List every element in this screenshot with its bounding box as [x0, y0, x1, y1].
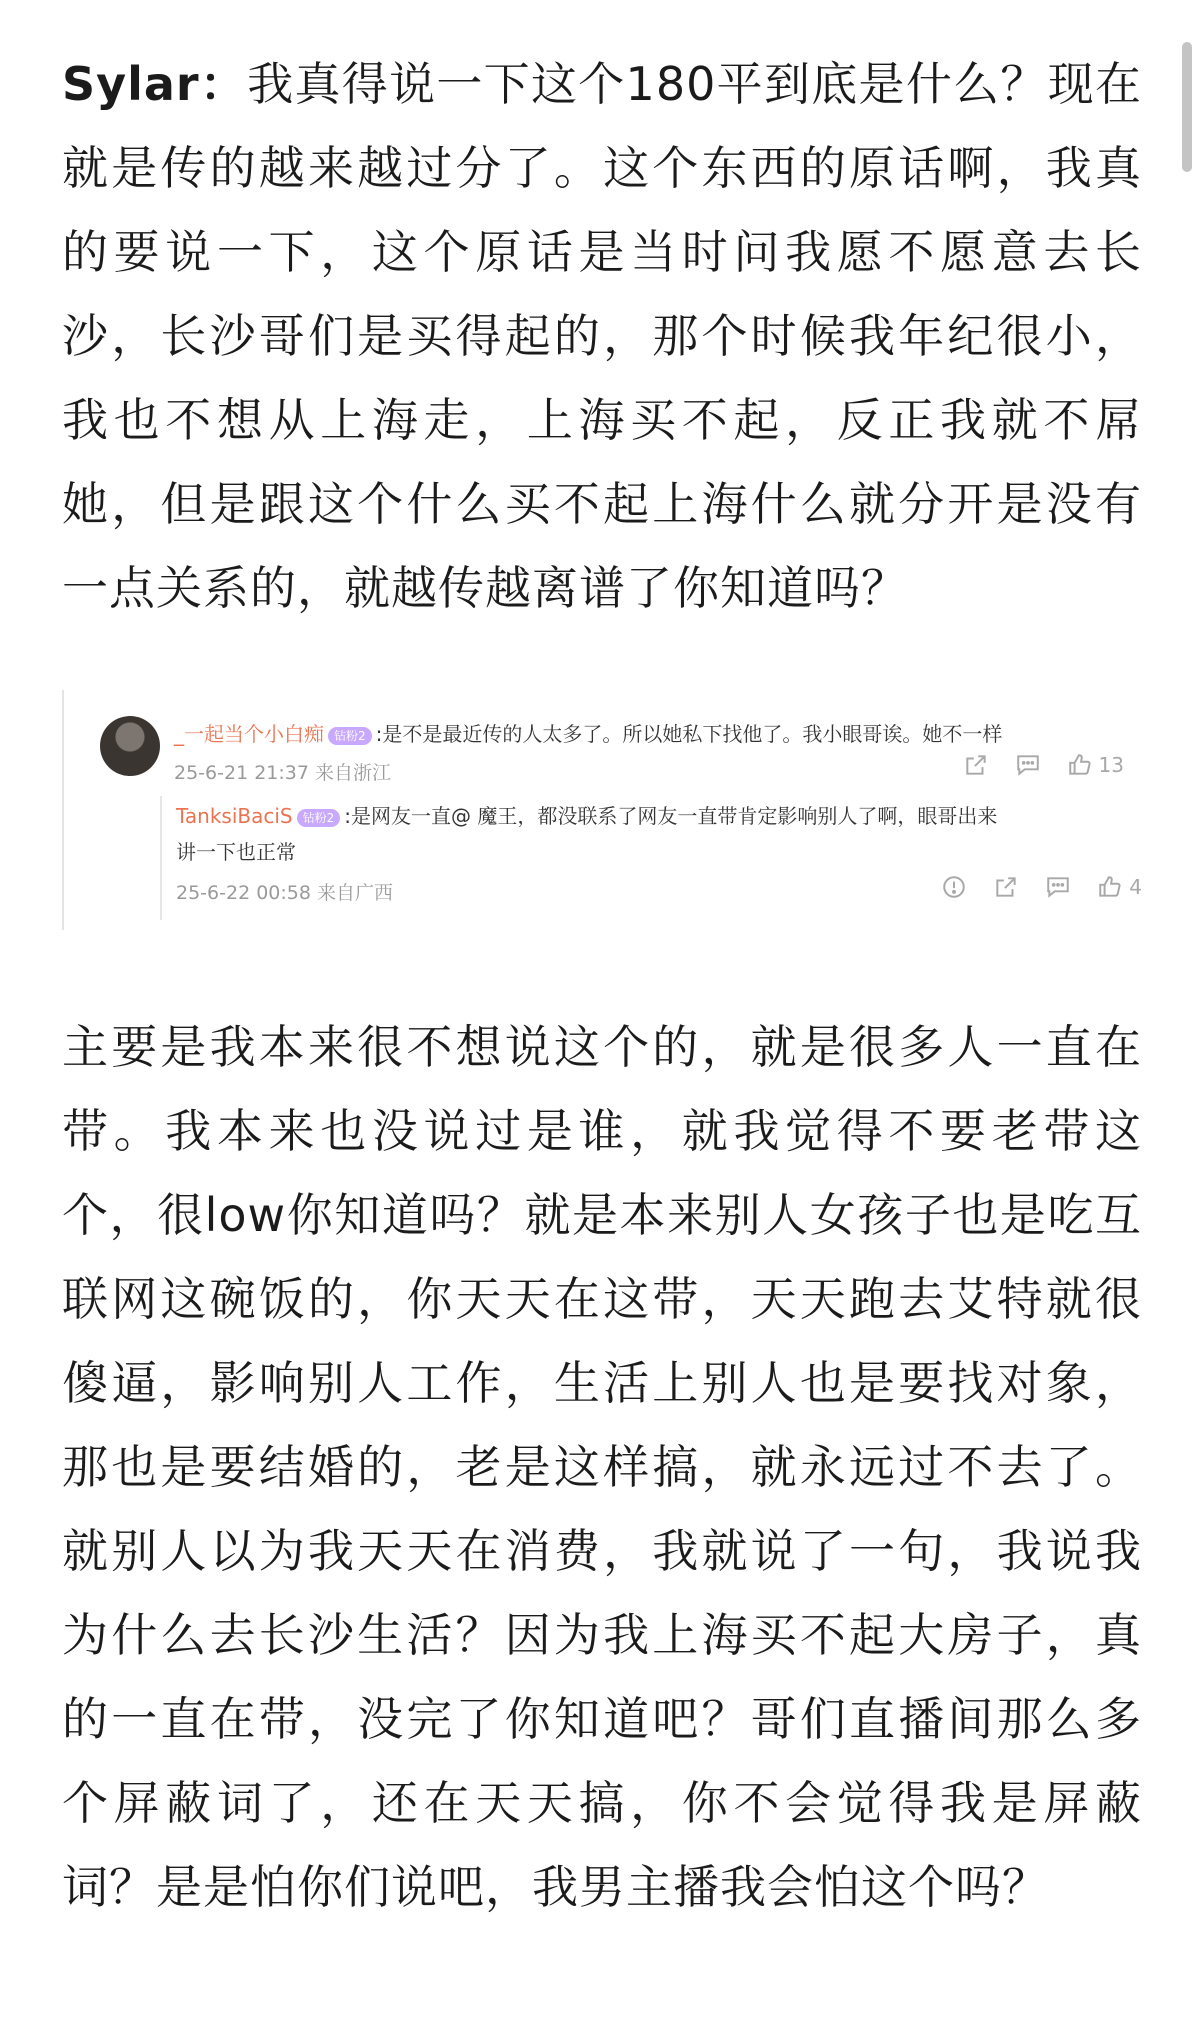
- scrollbar-thumb[interactable]: [1182, 42, 1192, 172]
- reply-like-count: 4: [1129, 875, 1142, 899]
- reply-username[interactable]: TanksiBaciS: [176, 804, 293, 828]
- comment-actions: [963, 752, 1124, 778]
- share-icon: [993, 874, 1019, 900]
- reply-text: :是网友一直@ 魔王，都没联系了网友一直带肯定影响别人了啊，眼哥出来: [344, 804, 998, 828]
- reply-share-button[interactable]: [993, 874, 1019, 900]
- comment-username[interactable]: _一起当个小白痴: [174, 722, 324, 746]
- comment-line: [174, 718, 1002, 747]
- statement-paragraph-2: 主要是我本来很不想说这个的，就是很多人一直在带。我本来也没说过是谁，就我觉得不要老带这个，很low你知道吗？就是本来别人女孩子也是吃互联网这碗饭的，你天天在这带，天天跑去艾特就很傻逼，影响别人工作，生活上别人也是要找对象，那也是要结婚的，老是这样搞，就永远过不去了。就别人以为我天天在消费，我就说了一句，我说我为什么去长沙生活？因为我上海买不起大房子，真的一直在带，没完了你知道吧？哥们直播间那么多个屏蔽词了，还在天天搞，你不会觉得我是屏蔽词？是是怕你们说吧，我男主播我会怕这个吗？: [62, 1020, 1142, 1914]
- thumbs-up-icon: [1067, 752, 1093, 778]
- thumbs-up-icon: [1097, 874, 1123, 900]
- comment-icon: [1045, 874, 1071, 900]
- avatar[interactable]: [100, 716, 160, 776]
- reply-comment-button[interactable]: [1045, 874, 1071, 900]
- reply-text-continued: 讲一下也正常: [176, 840, 296, 864]
- reply-button[interactable]: [1015, 752, 1041, 778]
- reply-like-button[interactable]: [1097, 874, 1142, 900]
- reply-block: [160, 796, 1142, 920]
- speaker-name: Sylar：: [62, 57, 248, 111]
- comment-icon: [1015, 752, 1041, 778]
- report-icon: [941, 874, 967, 900]
- statement-paragraph-1: [62, 42, 1142, 630]
- fan-badge: 钻粉2: [328, 727, 372, 745]
- share-icon: [963, 752, 989, 778]
- comment-text: :是不是最近传的人太多了。所以她私下找他了。我小眼哥诶。她不一样: [375, 722, 1003, 746]
- like-button[interactable]: [1067, 752, 1124, 778]
- reply-meta: 25-6-22 00:58 来自广西: [176, 882, 393, 904]
- report-button[interactable]: [941, 874, 967, 900]
- fan-badge-reply: 钻粉2: [297, 809, 341, 827]
- statement-text-1: 我真得说一下这个180平到底是什么？现在就是传的越来越过分了。这个东西的原话啊，我真的要说一下，这个原话是当时问我愿不愿意去长沙，长沙哥们是买得起的，那个时候我年纪很小，我也不想从上海走，上海买不起，反正我就不屌她，但是跟这个什么买不起上海什么就分开是没有一点关系的，就越传越离谱了你知道吗？: [62, 57, 1142, 615]
- like-count: 13: [1098, 753, 1124, 777]
- comment-meta: 25-6-21 21:37 来自浙江: [174, 762, 391, 784]
- reply-actions: [941, 874, 1142, 900]
- share-button[interactable]: [963, 752, 989, 778]
- comment-screenshot: [62, 690, 1144, 930]
- reply-line: [176, 800, 997, 829]
